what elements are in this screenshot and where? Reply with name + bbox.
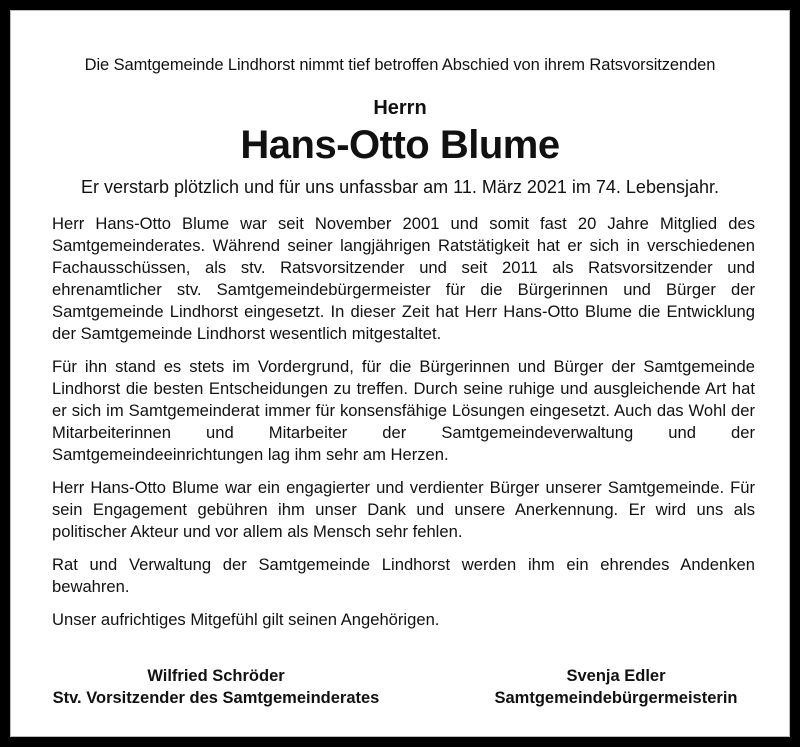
salutation: Herrn (373, 97, 427, 119)
signature-right (451, 665, 781, 709)
signatory-name: Svenja Edler (566, 667, 666, 685)
signature-left (51, 665, 381, 709)
obituary-notice (10, 10, 790, 737)
paragraph-character: Für ihn stand es stets im Vordergrund, für die Bürgerinnen und Bürger der Samtgemeinde Lindhorst die besten Entscheidungen zu treffen. Durch seine ruhige und ausgleichende Art hat er sich im Samtgemeinderat immer für konsensfähige Lösungen eingesetzt. Auch das Wohl der Mitarbeiterinnen und Mitarbeiter der Samtgemeindeverwaltung und der Samtgemeindeeinrichtungen lag ihm sehr am Herzen. (52, 357, 755, 464)
signatory-name: Wilfried Schröder (147, 667, 285, 685)
signatory-title: Stv. Vorsitzender des Samtgemeinderates (52, 689, 380, 707)
death-announcement: Er verstarb plötzlich und für uns unfassbar am 11. März 2021 im 74. Lebensjahr. (81, 177, 719, 197)
signatory-title: Samtgemeindebürgermeisterin (494, 689, 738, 707)
notice-body (52, 213, 755, 642)
intro-line: Die Samtgemeinde Lindhorst nimmt tief betroffen Abschied von ihrem Ratsvorsitzenden (84, 56, 716, 74)
deceased-name: Hans-Otto Blume (240, 123, 560, 167)
paragraph-gratitude: Herr Hans-Otto Blume war ein engagierter und verdienter Bürger unserer Samtgemeinde. Für sein Engagement gebühren ihm unser Dank und unsere Anerkennung. Er wird uns als politischer Akteur und vor allem als Mensch sehr fehlen. (52, 478, 755, 541)
paragraph-condolence: Unser aufrichtiges Mitgefühl gilt seinen Angehörigen. (52, 610, 440, 629)
paragraph-remembrance: Rat und Verwaltung der Samtgemeinde Lindhorst werden ihm ein ehrendes Andenken bewahren. (52, 555, 755, 596)
paragraph-career: Herr Hans-Otto Blume war seit November 2001 und somit fast 20 Jahre Mitglied des Samtgemeinderates. Während seiner langjährigen Ratstätigkeit hat er sich in verschiedenen Fachausschüssen, als stv. Ratsvorsitzender und seit 2011 als Ratsvorsitzender und ehrenamtlicher stv. Samtgemeindebürgermeister für die Bürgerinnen und Bürger der Samtgemeinde Lindhorst eingesetzt. In dieser Zeit hat Herr Hans-Otto Blume die Entwicklung der Samtgemeinde Lindhorst wesentlich mitgestaltet. (52, 214, 755, 343)
